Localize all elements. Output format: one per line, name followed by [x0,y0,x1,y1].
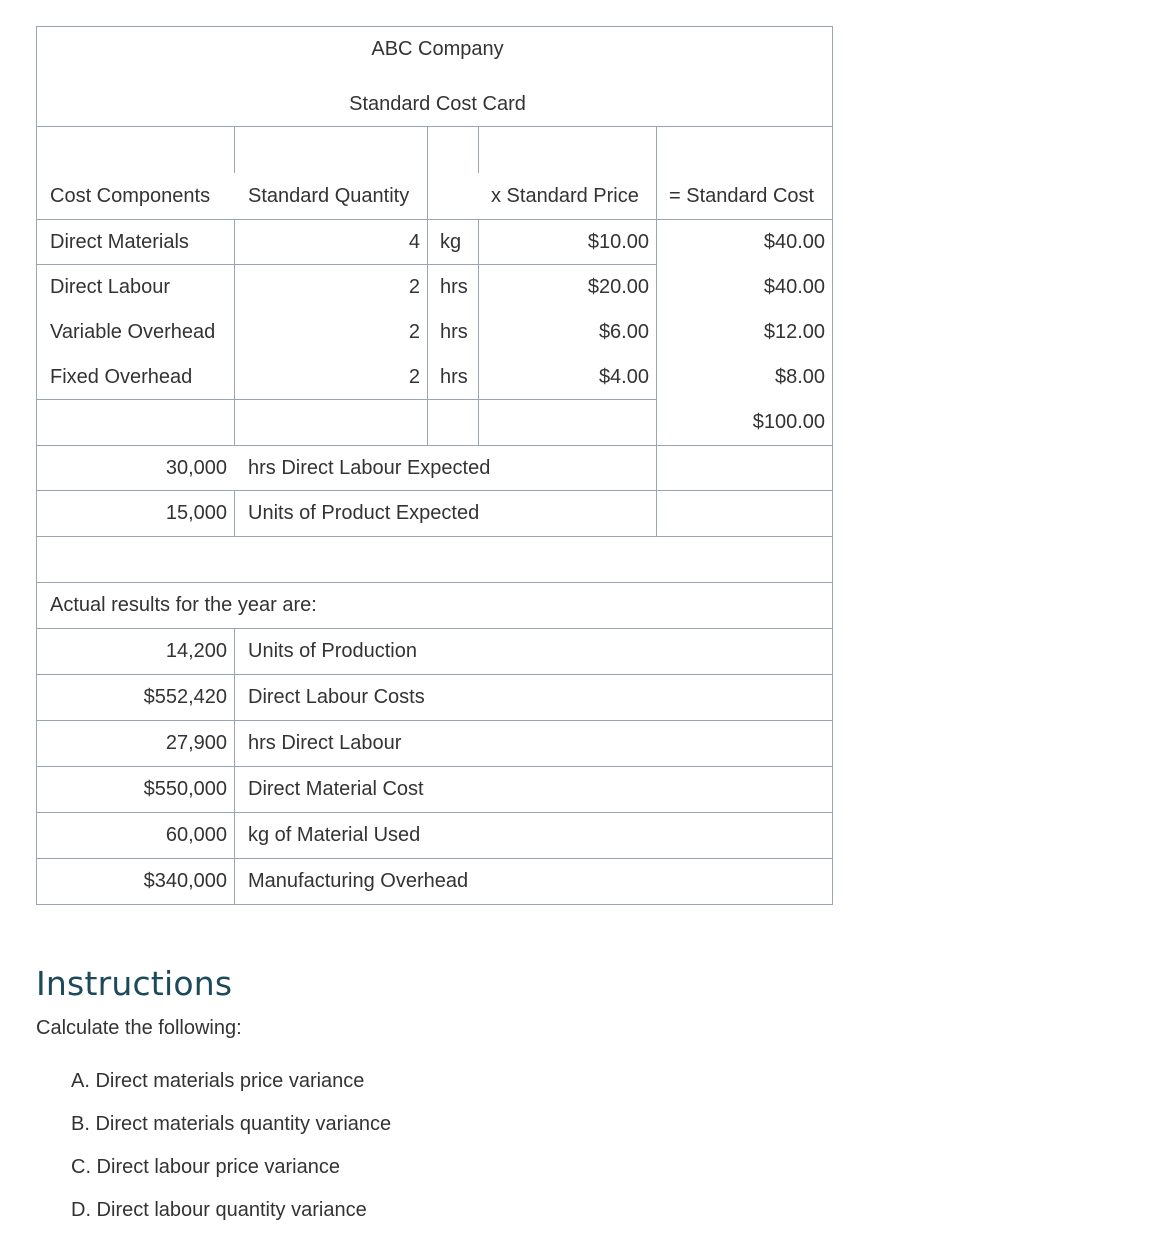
quantity-value: 2 [235,310,428,355]
cost-value: $12.00 [657,310,833,355]
cost-value: $40.00 [657,220,833,265]
expected-value: 15,000 [37,491,235,537]
actual-label: Direct Material Cost [235,767,833,813]
actual-row [37,813,833,859]
instructions-intro: Calculate the following: [36,1017,242,1039]
component-label: Direct Materials [37,220,235,265]
quantity-value: 2 [235,265,428,310]
actual-label: Direct Labour Costs [235,675,833,721]
actual-value: $340,000 [37,859,235,905]
component-label: Fixed Overhead [37,355,235,400]
quantity-value: 4 [235,220,428,265]
cost-card-table [36,26,833,905]
list-item: C. Direct labour price variance [71,1156,340,1178]
quantity-unit: hrs [428,310,479,355]
actual-value: 27,900 [37,721,235,767]
company-name: ABC Company [371,37,504,60]
actual-value: 60,000 [37,813,235,859]
component-label: Variable Overhead [37,310,235,355]
instructions-section [36,964,936,1242]
table-row [37,265,833,310]
table-row [37,220,833,265]
expected-label: hrs Direct Labour Expected [235,446,657,491]
instructions-list [36,1070,936,1242]
actual-row [37,859,833,905]
header-row [37,173,833,220]
quantity-unit: kg [428,220,479,265]
list-item: D. Direct labour quantity variance [71,1199,367,1221]
price-value: $20.00 [479,265,657,310]
header-price: x Standard Price [479,173,657,220]
actual-label: Units of Production [235,629,833,675]
price-value: $4.00 [479,355,657,400]
actual-heading-row [37,583,833,629]
actual-label: hrs Direct Labour [235,721,833,767]
expected-value: 30,000 [37,446,235,491]
cost-value: $8.00 [657,355,833,400]
expected-row [37,491,833,537]
actual-row [37,767,833,813]
quantity-unit: hrs [428,265,479,310]
quantity-unit: hrs [428,355,479,400]
cost-value: $40.00 [657,265,833,310]
standard-cost-card [36,26,832,914]
header-cost: = Standard Cost [657,173,833,220]
actual-value: 14,200 [37,629,235,675]
expected-label: Units of Product Expected [235,491,657,537]
actual-row [37,721,833,767]
header-component: Cost Components [37,173,235,220]
header-quantity: Standard Quantity [235,173,428,220]
total-row [37,400,833,446]
card-title: Standard Cost Card [349,92,526,115]
list-item: A. Direct materials price variance [71,1070,365,1092]
instructions-heading: Instructions [36,964,233,1003]
spacer-row [37,127,833,173]
actual-value: $552,420 [37,675,235,721]
expected-row [37,446,833,491]
actual-row [37,629,833,675]
quantity-value: 2 [235,355,428,400]
list-item: B. Direct materials quantity variance [71,1113,392,1135]
total-cost-value: $100.00 [657,400,833,446]
blank-row [37,537,833,583]
title-row [37,27,833,127]
price-value: $10.00 [479,220,657,265]
component-label: Direct Labour [37,265,235,310]
price-value: $6.00 [479,310,657,355]
actual-row [37,675,833,721]
table-row [37,310,833,355]
actual-label: Manufacturing Overhead [235,859,833,905]
actual-label: kg of Material Used [235,813,833,859]
table-row [37,355,833,400]
card-title-cell [37,27,833,127]
actual-heading: Actual results for the year are: [37,583,833,629]
actual-value: $550,000 [37,767,235,813]
